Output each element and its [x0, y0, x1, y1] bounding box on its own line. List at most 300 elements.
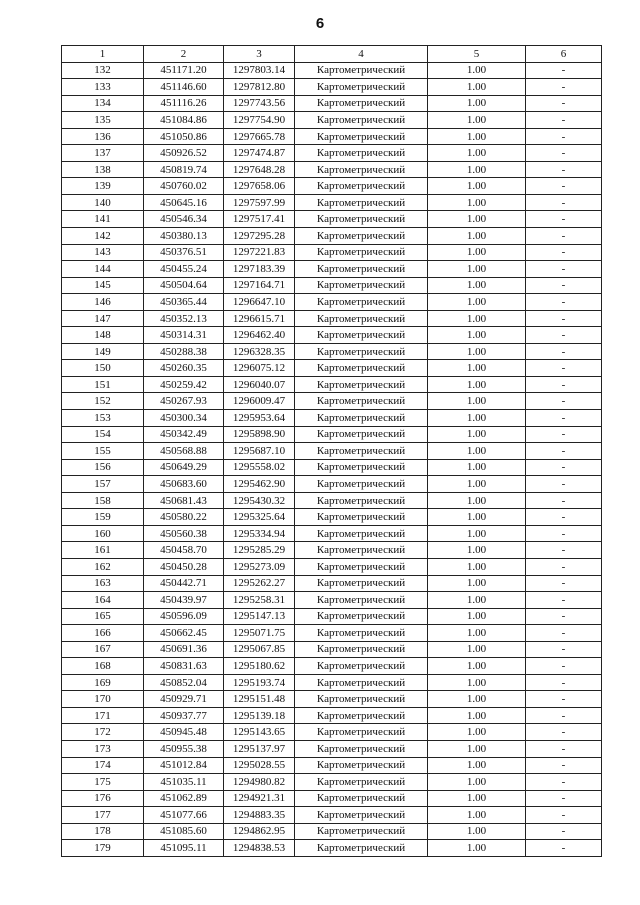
coordinates-table — [61, 45, 602, 857]
point-number-cell: 153 — [62, 410, 144, 427]
y-coordinate-cell: 1295558.02 — [224, 459, 295, 476]
table-row — [62, 740, 602, 757]
note-cell: - — [526, 161, 602, 178]
table-row — [62, 542, 602, 559]
table-row — [62, 790, 602, 807]
y-coordinate-cell: 1297164.71 — [224, 277, 295, 294]
x-coordinate-cell: 450439.97 — [144, 592, 224, 609]
point-number-cell: 142 — [62, 228, 144, 245]
column-header-6: 6 — [526, 46, 602, 63]
x-coordinate-cell: 451050.86 — [144, 128, 224, 145]
table-row — [62, 161, 602, 178]
table-row — [62, 294, 602, 311]
table-row — [62, 823, 602, 840]
x-coordinate-cell: 450852.04 — [144, 674, 224, 691]
note-cell: - — [526, 376, 602, 393]
accuracy-cell: 1.00 — [428, 807, 526, 824]
note-cell: - — [526, 79, 602, 96]
point-number-cell: 151 — [62, 376, 144, 393]
table-row — [62, 492, 602, 509]
point-number-cell: 162 — [62, 558, 144, 575]
note-cell: - — [526, 823, 602, 840]
accuracy-cell: 1.00 — [428, 294, 526, 311]
x-coordinate-cell: 451116.26 — [144, 95, 224, 112]
accuracy-cell: 1.00 — [428, 112, 526, 129]
table-row — [62, 343, 602, 360]
table-row — [62, 79, 602, 96]
table-row — [62, 327, 602, 344]
note-cell: - — [526, 360, 602, 377]
method-cell: Картометрический — [295, 211, 428, 228]
method-cell: Картометрический — [295, 426, 428, 443]
point-number-cell: 147 — [62, 310, 144, 327]
table-row — [62, 674, 602, 691]
point-number-cell: 172 — [62, 724, 144, 741]
table-row — [62, 244, 602, 261]
x-coordinate-cell: 450831.63 — [144, 658, 224, 675]
note-cell: - — [526, 211, 602, 228]
accuracy-cell: 1.00 — [428, 840, 526, 857]
accuracy-cell: 1.00 — [428, 608, 526, 625]
accuracy-cell: 1.00 — [428, 426, 526, 443]
note-cell: - — [526, 277, 602, 294]
x-coordinate-cell: 450267.93 — [144, 393, 224, 410]
x-coordinate-cell: 451095.11 — [144, 840, 224, 857]
y-coordinate-cell: 1295151.48 — [224, 691, 295, 708]
x-coordinate-cell: 450945.48 — [144, 724, 224, 741]
y-coordinate-cell: 1297517.41 — [224, 211, 295, 228]
point-number-cell: 156 — [62, 459, 144, 476]
method-cell: Картометрический — [295, 509, 428, 526]
accuracy-cell: 1.00 — [428, 343, 526, 360]
accuracy-cell: 1.00 — [428, 592, 526, 609]
y-coordinate-cell: 1295325.64 — [224, 509, 295, 526]
point-number-cell: 177 — [62, 807, 144, 824]
accuracy-cell: 1.00 — [428, 310, 526, 327]
accuracy-cell: 1.00 — [428, 625, 526, 642]
accuracy-cell: 1.00 — [428, 757, 526, 774]
y-coordinate-cell: 1294862.95 — [224, 823, 295, 840]
y-coordinate-cell: 1295193.74 — [224, 674, 295, 691]
note-cell: - — [526, 807, 602, 824]
table-row — [62, 707, 602, 724]
accuracy-cell: 1.00 — [428, 658, 526, 675]
method-cell: Картометрический — [295, 558, 428, 575]
x-coordinate-cell: 450365.44 — [144, 294, 224, 311]
point-number-cell: 165 — [62, 608, 144, 625]
method-cell: Картометрический — [295, 62, 428, 79]
note-cell: - — [526, 542, 602, 559]
note-cell: - — [526, 393, 602, 410]
accuracy-cell: 1.00 — [428, 360, 526, 377]
x-coordinate-cell: 450929.71 — [144, 691, 224, 708]
note-cell: - — [526, 840, 602, 857]
y-coordinate-cell: 1296615.71 — [224, 310, 295, 327]
table-row — [62, 194, 602, 211]
x-coordinate-cell: 450288.38 — [144, 343, 224, 360]
accuracy-cell: 1.00 — [428, 525, 526, 542]
method-cell: Картометрический — [295, 476, 428, 493]
table-row — [62, 476, 602, 493]
table-header-row — [62, 46, 602, 63]
accuracy-cell: 1.00 — [428, 244, 526, 261]
point-number-cell: 171 — [62, 707, 144, 724]
point-number-cell: 150 — [62, 360, 144, 377]
note-cell: - — [526, 724, 602, 741]
note-cell: - — [526, 459, 602, 476]
point-number-cell: 152 — [62, 393, 144, 410]
column-header-2: 2 — [144, 46, 224, 63]
note-cell: - — [526, 327, 602, 344]
point-number-cell: 176 — [62, 790, 144, 807]
y-coordinate-cell: 1296075.12 — [224, 360, 295, 377]
x-coordinate-cell: 451085.60 — [144, 823, 224, 840]
x-coordinate-cell: 450819.74 — [144, 161, 224, 178]
table-row — [62, 807, 602, 824]
x-coordinate-cell: 450926.52 — [144, 145, 224, 162]
note-cell: - — [526, 128, 602, 145]
point-number-cell: 148 — [62, 327, 144, 344]
table-body — [62, 62, 602, 856]
x-coordinate-cell: 450455.24 — [144, 261, 224, 278]
method-cell: Картометрический — [295, 261, 428, 278]
table-row — [62, 228, 602, 245]
y-coordinate-cell: 1295334.94 — [224, 525, 295, 542]
accuracy-cell: 1.00 — [428, 211, 526, 228]
point-number-cell: 132 — [62, 62, 144, 79]
point-number-cell: 136 — [62, 128, 144, 145]
x-coordinate-cell: 450560.38 — [144, 525, 224, 542]
method-cell: Картометрический — [295, 393, 428, 410]
point-number-cell: 138 — [62, 161, 144, 178]
table-row — [62, 62, 602, 79]
x-coordinate-cell: 450450.28 — [144, 558, 224, 575]
point-number-cell: 178 — [62, 823, 144, 840]
x-coordinate-cell: 450649.29 — [144, 459, 224, 476]
method-cell: Картометрический — [295, 310, 428, 327]
note-cell: - — [526, 62, 602, 79]
y-coordinate-cell: 1295071.75 — [224, 625, 295, 642]
note-cell: - — [526, 558, 602, 575]
x-coordinate-cell: 450681.43 — [144, 492, 224, 509]
point-number-cell: 169 — [62, 674, 144, 691]
point-number-cell: 141 — [62, 211, 144, 228]
method-cell: Картометрический — [295, 112, 428, 129]
note-cell: - — [526, 294, 602, 311]
y-coordinate-cell: 1295143.65 — [224, 724, 295, 741]
accuracy-cell: 1.00 — [428, 62, 526, 79]
note-cell: - — [526, 790, 602, 807]
table-row — [62, 658, 602, 675]
note-cell: - — [526, 707, 602, 724]
method-cell: Картометрический — [295, 194, 428, 211]
x-coordinate-cell: 450691.36 — [144, 641, 224, 658]
note-cell: - — [526, 194, 602, 211]
x-coordinate-cell: 451146.60 — [144, 79, 224, 96]
accuracy-cell: 1.00 — [428, 459, 526, 476]
note-cell: - — [526, 443, 602, 460]
x-coordinate-cell: 450662.45 — [144, 625, 224, 642]
point-number-cell: 133 — [62, 79, 144, 96]
x-coordinate-cell: 451035.11 — [144, 774, 224, 791]
table-row — [62, 608, 602, 625]
method-cell: Картометрический — [295, 790, 428, 807]
y-coordinate-cell: 1294921.31 — [224, 790, 295, 807]
note-cell: - — [526, 774, 602, 791]
point-number-cell: 154 — [62, 426, 144, 443]
point-number-cell: 159 — [62, 509, 144, 526]
point-number-cell: 155 — [62, 443, 144, 460]
table-row — [62, 592, 602, 609]
method-cell: Картометрический — [295, 294, 428, 311]
method-cell: Картометрический — [295, 443, 428, 460]
x-coordinate-cell: 450376.51 — [144, 244, 224, 261]
method-cell: Картометрический — [295, 161, 428, 178]
note-cell: - — [526, 95, 602, 112]
accuracy-cell: 1.00 — [428, 161, 526, 178]
accuracy-cell: 1.00 — [428, 774, 526, 791]
method-cell: Картометрический — [295, 327, 428, 344]
y-coordinate-cell: 1296328.35 — [224, 343, 295, 360]
x-coordinate-cell: 450546.34 — [144, 211, 224, 228]
method-cell: Картометрический — [295, 178, 428, 195]
x-coordinate-cell: 451171.20 — [144, 62, 224, 79]
method-cell: Картометрический — [295, 376, 428, 393]
table-row — [62, 625, 602, 642]
accuracy-cell: 1.00 — [428, 194, 526, 211]
accuracy-cell: 1.00 — [428, 128, 526, 145]
y-coordinate-cell: 1294980.82 — [224, 774, 295, 791]
column-header-3: 3 — [224, 46, 295, 63]
y-coordinate-cell: 1294838.53 — [224, 840, 295, 857]
accuracy-cell: 1.00 — [428, 823, 526, 840]
accuracy-cell: 1.00 — [428, 674, 526, 691]
accuracy-cell: 1.00 — [428, 79, 526, 96]
x-coordinate-cell: 450580.22 — [144, 509, 224, 526]
accuracy-cell: 1.00 — [428, 178, 526, 195]
note-cell: - — [526, 261, 602, 278]
point-number-cell: 149 — [62, 343, 144, 360]
method-cell: Картометрический — [295, 95, 428, 112]
y-coordinate-cell: 1295258.31 — [224, 592, 295, 609]
point-number-cell: 158 — [62, 492, 144, 509]
note-cell: - — [526, 575, 602, 592]
table-row — [62, 261, 602, 278]
method-cell: Картометрический — [295, 228, 428, 245]
table-row — [62, 145, 602, 162]
x-coordinate-cell: 450645.16 — [144, 194, 224, 211]
y-coordinate-cell: 1295273.09 — [224, 558, 295, 575]
table-row — [62, 575, 602, 592]
point-number-cell: 166 — [62, 625, 144, 642]
table-row — [62, 691, 602, 708]
table-row — [62, 757, 602, 774]
y-coordinate-cell: 1297295.28 — [224, 228, 295, 245]
point-number-cell: 175 — [62, 774, 144, 791]
x-coordinate-cell: 450314.31 — [144, 327, 224, 344]
method-cell: Картометрический — [295, 525, 428, 542]
y-coordinate-cell: 1297812.80 — [224, 79, 295, 96]
method-cell: Картометрический — [295, 724, 428, 741]
x-coordinate-cell: 450568.88 — [144, 443, 224, 460]
point-number-cell: 170 — [62, 691, 144, 708]
table-row — [62, 211, 602, 228]
y-coordinate-cell: 1297754.90 — [224, 112, 295, 129]
point-number-cell: 179 — [62, 840, 144, 857]
x-coordinate-cell: 451077.66 — [144, 807, 224, 824]
method-cell: Картометрический — [295, 608, 428, 625]
y-coordinate-cell: 1295067.85 — [224, 641, 295, 658]
accuracy-cell: 1.00 — [428, 261, 526, 278]
note-cell: - — [526, 740, 602, 757]
table-row — [62, 426, 602, 443]
x-coordinate-cell: 451012.84 — [144, 757, 224, 774]
y-coordinate-cell: 1297474.87 — [224, 145, 295, 162]
y-coordinate-cell: 1297597.99 — [224, 194, 295, 211]
method-cell: Картометрический — [295, 542, 428, 559]
note-cell: - — [526, 426, 602, 443]
y-coordinate-cell: 1295462.90 — [224, 476, 295, 493]
note-cell: - — [526, 244, 602, 261]
method-cell: Картометрический — [295, 244, 428, 261]
point-number-cell: 160 — [62, 525, 144, 542]
accuracy-cell: 1.00 — [428, 691, 526, 708]
x-coordinate-cell: 450342.49 — [144, 426, 224, 443]
x-coordinate-cell: 450442.71 — [144, 575, 224, 592]
y-coordinate-cell: 1296462.40 — [224, 327, 295, 344]
method-cell: Картометрический — [295, 674, 428, 691]
table-row — [62, 178, 602, 195]
note-cell: - — [526, 476, 602, 493]
x-coordinate-cell: 450380.13 — [144, 228, 224, 245]
table-row — [62, 277, 602, 294]
accuracy-cell: 1.00 — [428, 410, 526, 427]
x-coordinate-cell: 450937.77 — [144, 707, 224, 724]
accuracy-cell: 1.00 — [428, 492, 526, 509]
method-cell: Картометрический — [295, 807, 428, 824]
method-cell: Картометрический — [295, 707, 428, 724]
point-number-cell: 140 — [62, 194, 144, 211]
point-number-cell: 146 — [62, 294, 144, 311]
accuracy-cell: 1.00 — [428, 707, 526, 724]
column-header-4: 4 — [295, 46, 428, 63]
method-cell: Картометрический — [295, 343, 428, 360]
y-coordinate-cell: 1297221.83 — [224, 244, 295, 261]
table-row — [62, 525, 602, 542]
x-coordinate-cell: 450504.64 — [144, 277, 224, 294]
method-cell: Картометрический — [295, 410, 428, 427]
point-number-cell: 135 — [62, 112, 144, 129]
page-number: 6 — [315, 15, 325, 32]
accuracy-cell: 1.00 — [428, 575, 526, 592]
y-coordinate-cell: 1295147.13 — [224, 608, 295, 625]
accuracy-cell: 1.00 — [428, 95, 526, 112]
accuracy-cell: 1.00 — [428, 277, 526, 294]
table-row — [62, 558, 602, 575]
y-coordinate-cell: 1295430.32 — [224, 492, 295, 509]
accuracy-cell: 1.00 — [428, 145, 526, 162]
y-coordinate-cell: 1294883.35 — [224, 807, 295, 824]
y-coordinate-cell: 1295953.64 — [224, 410, 295, 427]
point-number-cell: 161 — [62, 542, 144, 559]
point-number-cell: 163 — [62, 575, 144, 592]
accuracy-cell: 1.00 — [428, 327, 526, 344]
x-coordinate-cell: 451062.89 — [144, 790, 224, 807]
table-row — [62, 128, 602, 145]
y-coordinate-cell: 1295687.10 — [224, 443, 295, 460]
table-row — [62, 459, 602, 476]
accuracy-cell: 1.00 — [428, 228, 526, 245]
y-coordinate-cell: 1297183.39 — [224, 261, 295, 278]
method-cell: Картометрический — [295, 757, 428, 774]
accuracy-cell: 1.00 — [428, 393, 526, 410]
point-number-cell: 144 — [62, 261, 144, 278]
point-number-cell: 145 — [62, 277, 144, 294]
method-cell: Картометрический — [295, 641, 428, 658]
method-cell: Картометрический — [295, 840, 428, 857]
point-number-cell: 139 — [62, 178, 144, 195]
accuracy-cell: 1.00 — [428, 641, 526, 658]
method-cell: Картометрический — [295, 625, 428, 642]
x-coordinate-cell: 450683.60 — [144, 476, 224, 493]
accuracy-cell: 1.00 — [428, 724, 526, 741]
point-number-cell: 164 — [62, 592, 144, 609]
y-coordinate-cell: 1296009.47 — [224, 393, 295, 410]
table-row — [62, 95, 602, 112]
point-number-cell: 134 — [62, 95, 144, 112]
note-cell: - — [526, 525, 602, 542]
table-row — [62, 310, 602, 327]
note-cell: - — [526, 625, 602, 642]
note-cell: - — [526, 658, 602, 675]
method-cell: Картометрический — [295, 145, 428, 162]
method-cell: Картометрический — [295, 823, 428, 840]
point-number-cell: 167 — [62, 641, 144, 658]
note-cell: - — [526, 691, 602, 708]
method-cell: Картометрический — [295, 592, 428, 609]
y-coordinate-cell: 1297665.78 — [224, 128, 295, 145]
y-coordinate-cell: 1297743.56 — [224, 95, 295, 112]
x-coordinate-cell: 450260.35 — [144, 360, 224, 377]
point-number-cell: 168 — [62, 658, 144, 675]
y-coordinate-cell: 1295180.62 — [224, 658, 295, 675]
method-cell: Картометрический — [295, 691, 428, 708]
table-row — [62, 376, 602, 393]
x-coordinate-cell: 450760.02 — [144, 178, 224, 195]
y-coordinate-cell: 1295137.97 — [224, 740, 295, 757]
note-cell: - — [526, 228, 602, 245]
method-cell: Картометрический — [295, 459, 428, 476]
y-coordinate-cell: 1295139.18 — [224, 707, 295, 724]
accuracy-cell: 1.00 — [428, 509, 526, 526]
point-number-cell: 137 — [62, 145, 144, 162]
y-coordinate-cell: 1296040.07 — [224, 376, 295, 393]
point-number-cell: 143 — [62, 244, 144, 261]
x-coordinate-cell: 450352.13 — [144, 310, 224, 327]
x-coordinate-cell: 451084.86 — [144, 112, 224, 129]
note-cell: - — [526, 145, 602, 162]
y-coordinate-cell: 1296647.10 — [224, 294, 295, 311]
column-header-5: 5 — [428, 46, 526, 63]
accuracy-cell: 1.00 — [428, 558, 526, 575]
accuracy-cell: 1.00 — [428, 476, 526, 493]
note-cell: - — [526, 757, 602, 774]
method-cell: Картометрический — [295, 658, 428, 675]
note-cell: - — [526, 608, 602, 625]
accuracy-cell: 1.00 — [428, 790, 526, 807]
y-coordinate-cell: 1295028.55 — [224, 757, 295, 774]
table-row — [62, 774, 602, 791]
